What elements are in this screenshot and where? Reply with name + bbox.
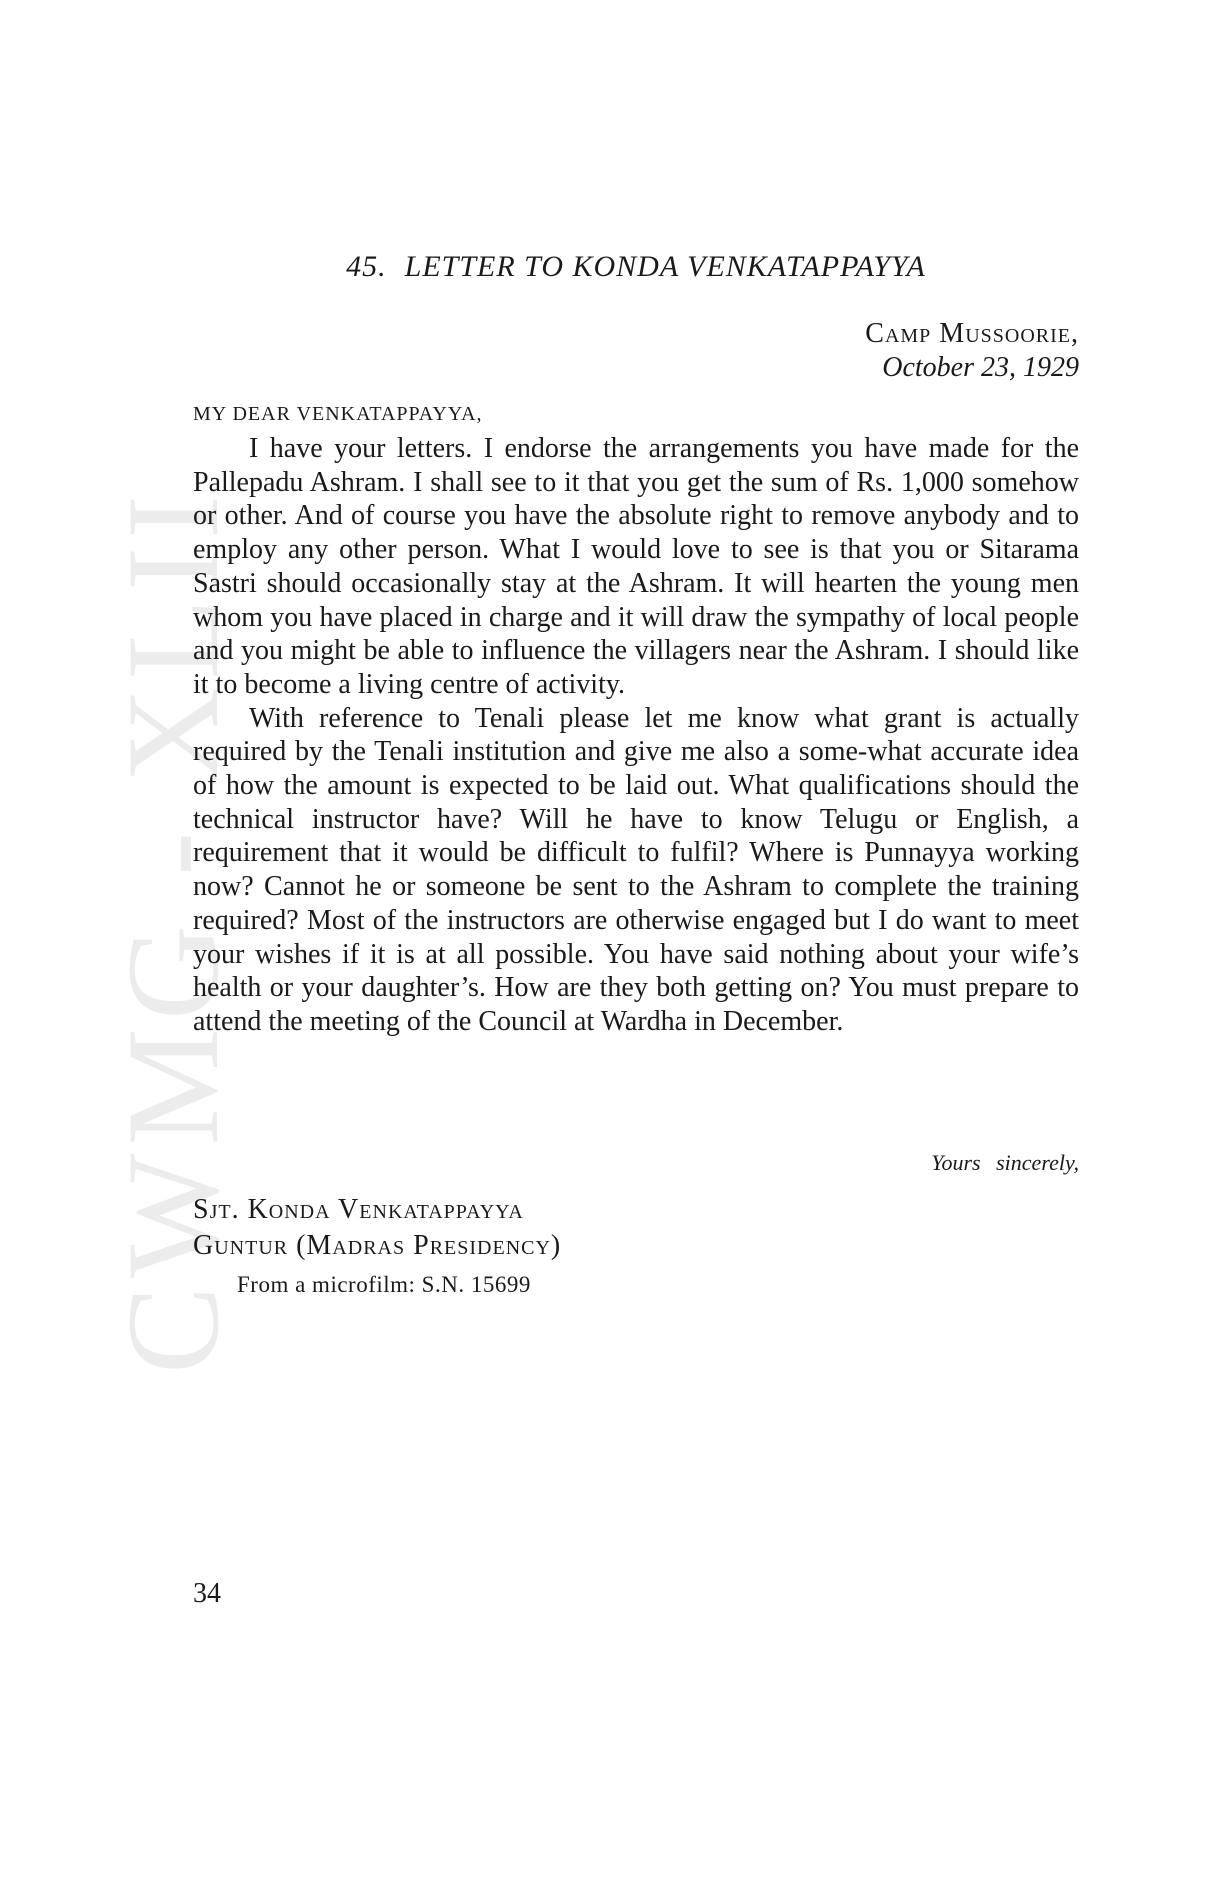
- address-line-1: Sjt. Konda Venkatappayya: [193, 1194, 524, 1225]
- watermark-text: CWMG - XLII: [99, 486, 247, 1374]
- address-block: [193, 1192, 561, 1264]
- closing: Yours sincerely,: [931, 1150, 1079, 1175]
- letter-title: [193, 250, 1079, 284]
- paragraph-1: I have your letters. I endorse the arrangements you have made for the Pallepadu Ashram. I shall see to it that you get the sum of Rs. 1,000 somehow or other. And of course you have the absolute right to remove anybody and to employ any other person. What I would love to see is that you or Sitarama Sastri should occasionally stay at the Ashram. It will hearten the young men whom you have placed in charge and it will draw the sympathy of local people and you might be able to influence the villagers near the Ashram. I should like it to become a living centre of activity.: [193, 433, 1079, 700]
- salutation: MY DEAR VENKATAPPAYYA,: [193, 403, 483, 425]
- letter-body: [193, 432, 1079, 1039]
- place-line: Camp Mussoorie,: [865, 318, 1079, 349]
- date-line: October 23, 1929: [882, 352, 1079, 383]
- source-note: From a microfilm: S.N. 15699: [237, 1272, 531, 1297]
- letter-number: 45.: [346, 250, 387, 283]
- address-line-2: Guntur (Madras Presidency): [193, 1230, 562, 1261]
- page-number: 34: [193, 1578, 221, 1609]
- paragraph-2: With reference to Tenali please let me know what grant is actually required by the Tenali institution and give me also a some-what accurate idea of how the amount is expected to be laid out. What qualifications should the technical instructor have? Will he have to know Telugu or English, a requirement that it would be difficult to fulfil? Where is Punnayya working now? Cannot he or someone be sent to the Ashram to complete the training required? Most of the instructors are otherwise engaged but I do want to meet your wishes if it is at all possible. You have said nothing about your wife’s health or your daughter’s. How are they both getting on? You must prepare to attend the meeting of the Council at Wardha in December.: [193, 702, 1079, 1037]
- letter-title-text: LETTER TO KONDA VENKATAPPAYYA: [404, 250, 926, 283]
